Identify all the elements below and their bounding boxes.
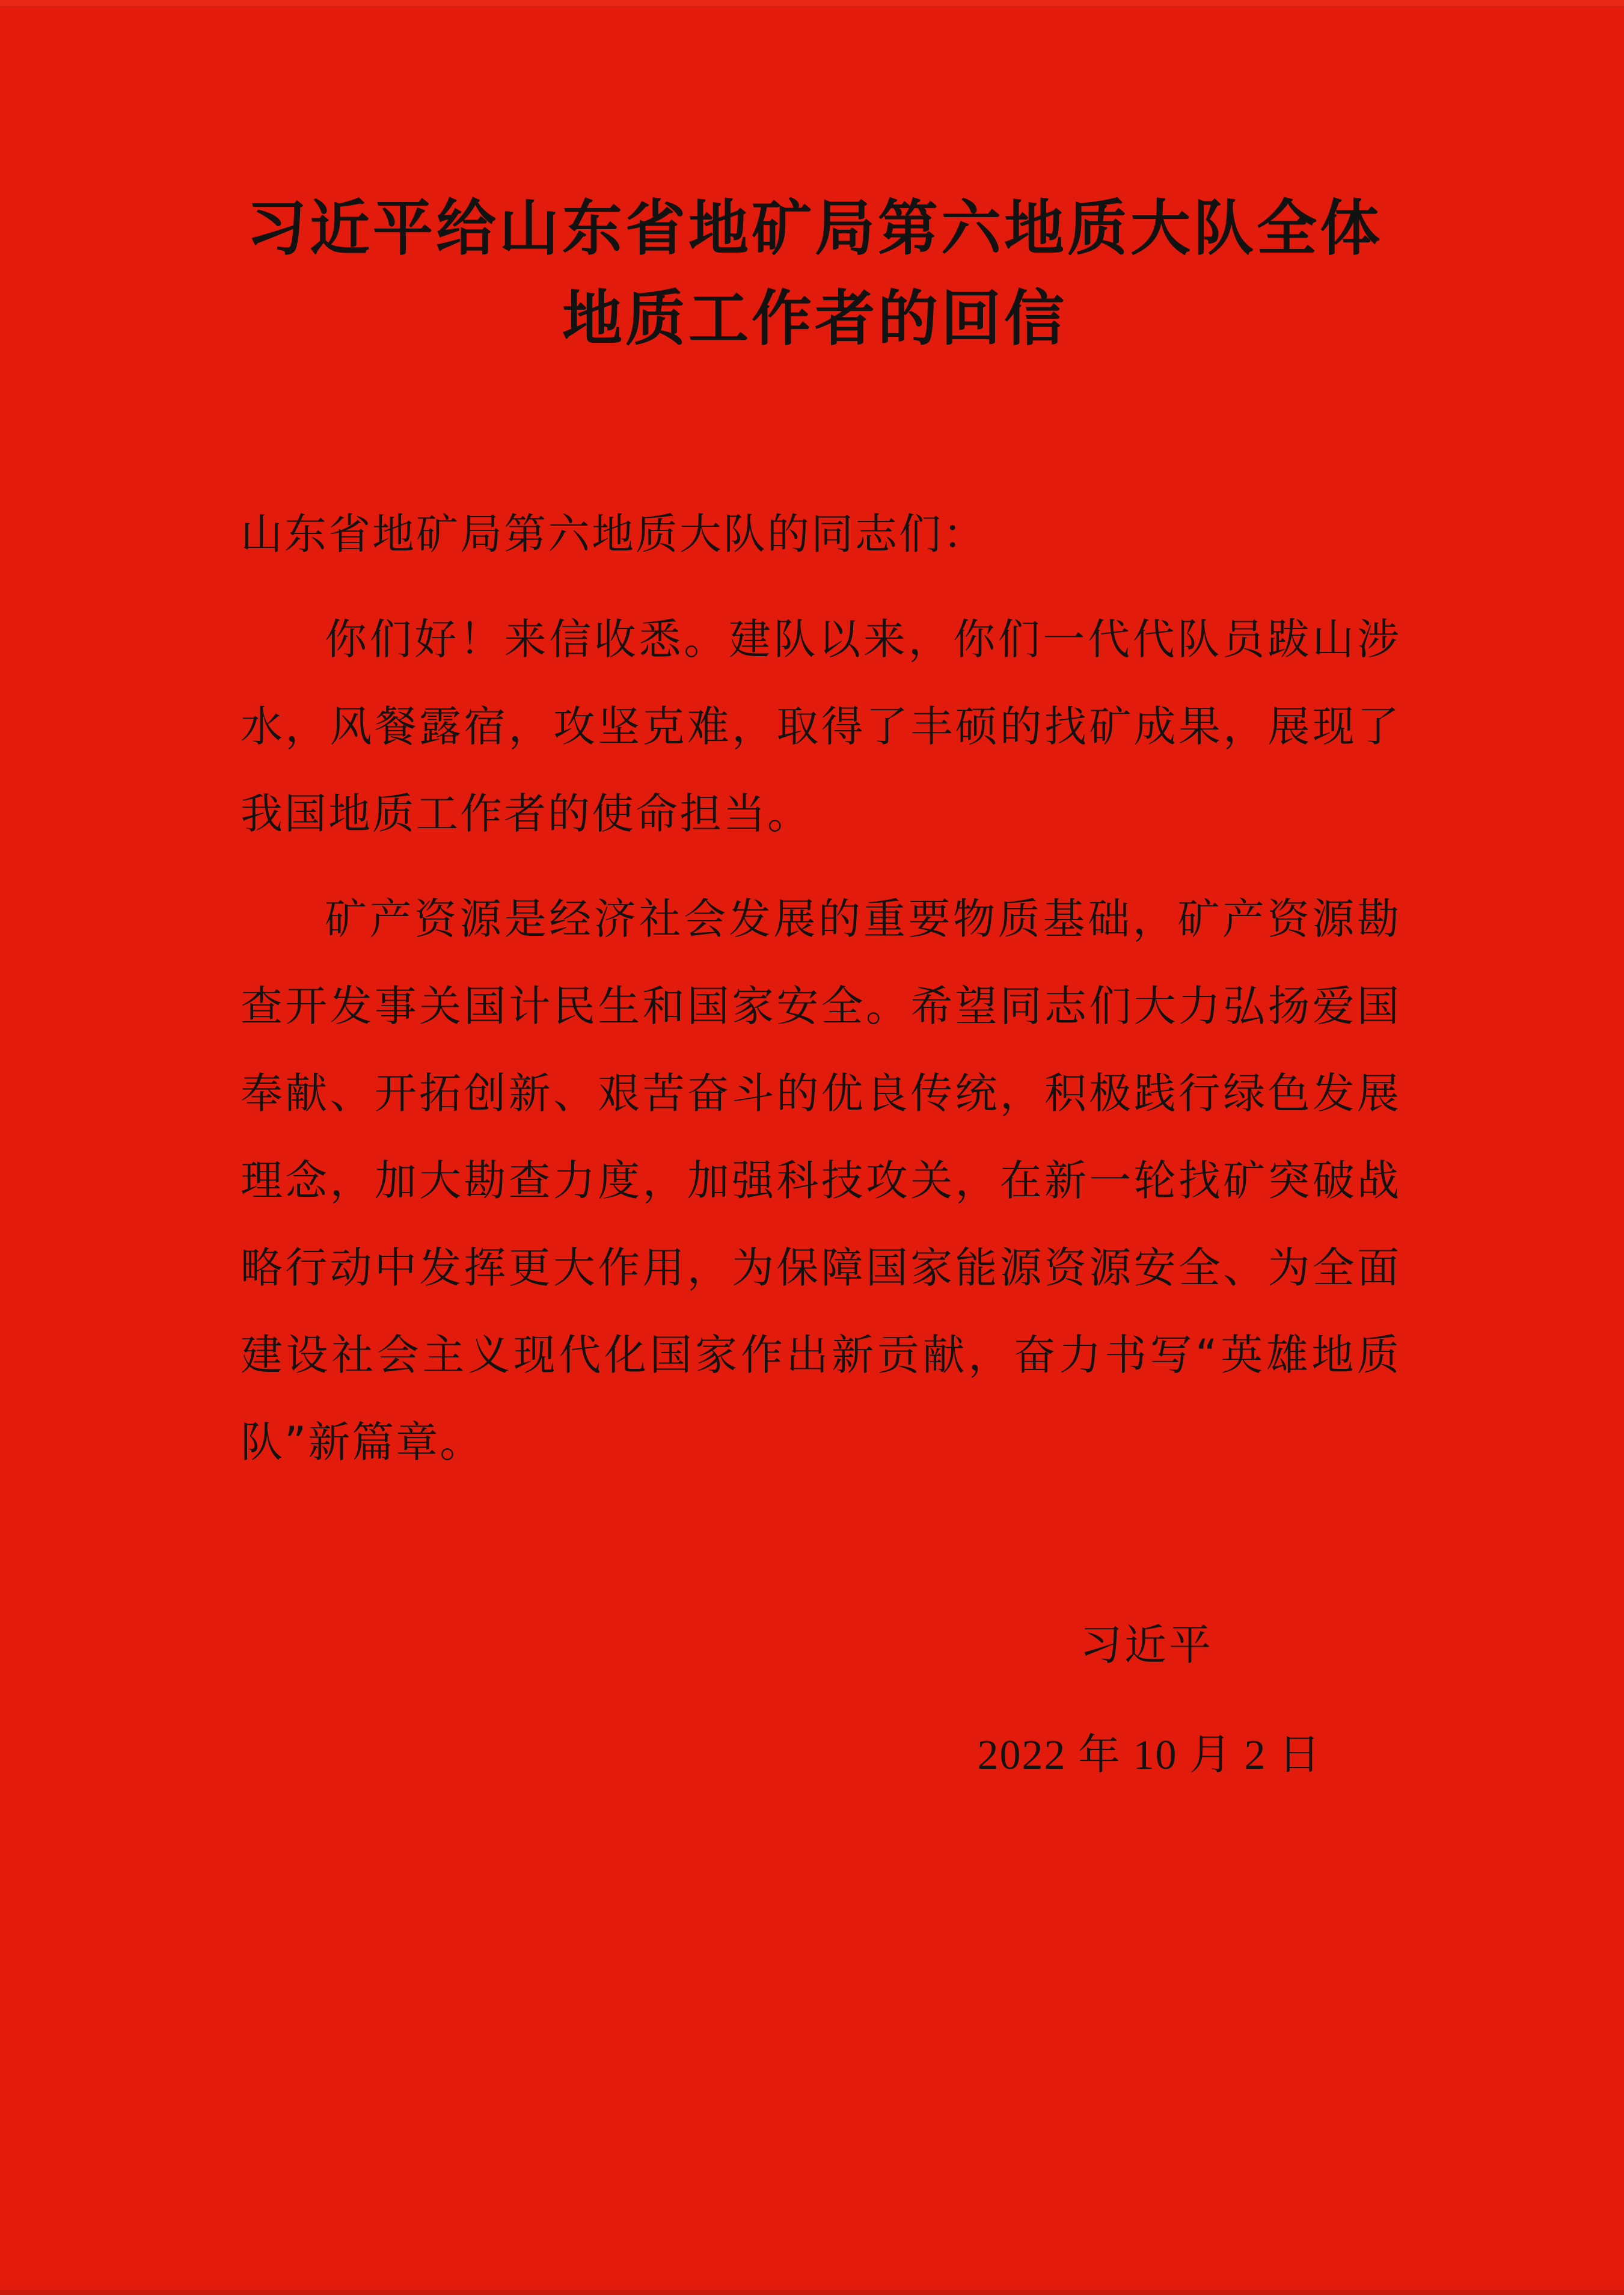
letter-title <box>222 0 1407 364</box>
title-line-2: 地质工作者的回信 <box>562 283 1067 354</box>
paragraph-1: 你们好！来信收悉。建队以来，你们一代代队员跋山涉水，风餐露宿，攻坚克难，取得了丰硕的找矿成果，展现了我国地质工作者的使命担当。 <box>241 615 1401 838</box>
letter-body <box>241 0 1401 1799</box>
signature: 习近平 <box>1080 1620 1213 1670</box>
title-line-1: 习近平给山东省地矿局第六地质大队全体 <box>247 193 1383 263</box>
paragraph-2: 矿产资源是经济社会发展的重要物质基础，矿产资源勘查开发事关国计民生和国家安全。希望同志们大力弘扬爱国奉献、开拓创新、艰苦奋斗的优良传统，积极践行绿色发展理念，加大勘查力度，加强科技攻关，在新一轮找矿突破战略行动中发挥更大作用，为保障国家能源资源安全、为全面建设社会主义现代化国家作出新贡献，奋力书写“英雄地质队”新篇章。 <box>241 894 1401 1467</box>
letter-date: 2022 年 10 月 2 日 <box>977 1732 1322 1778</box>
salutation: 山东省地矿局第六地质大队的同志们： <box>241 509 987 559</box>
page-bottom-edge <box>0 2290 1624 2295</box>
